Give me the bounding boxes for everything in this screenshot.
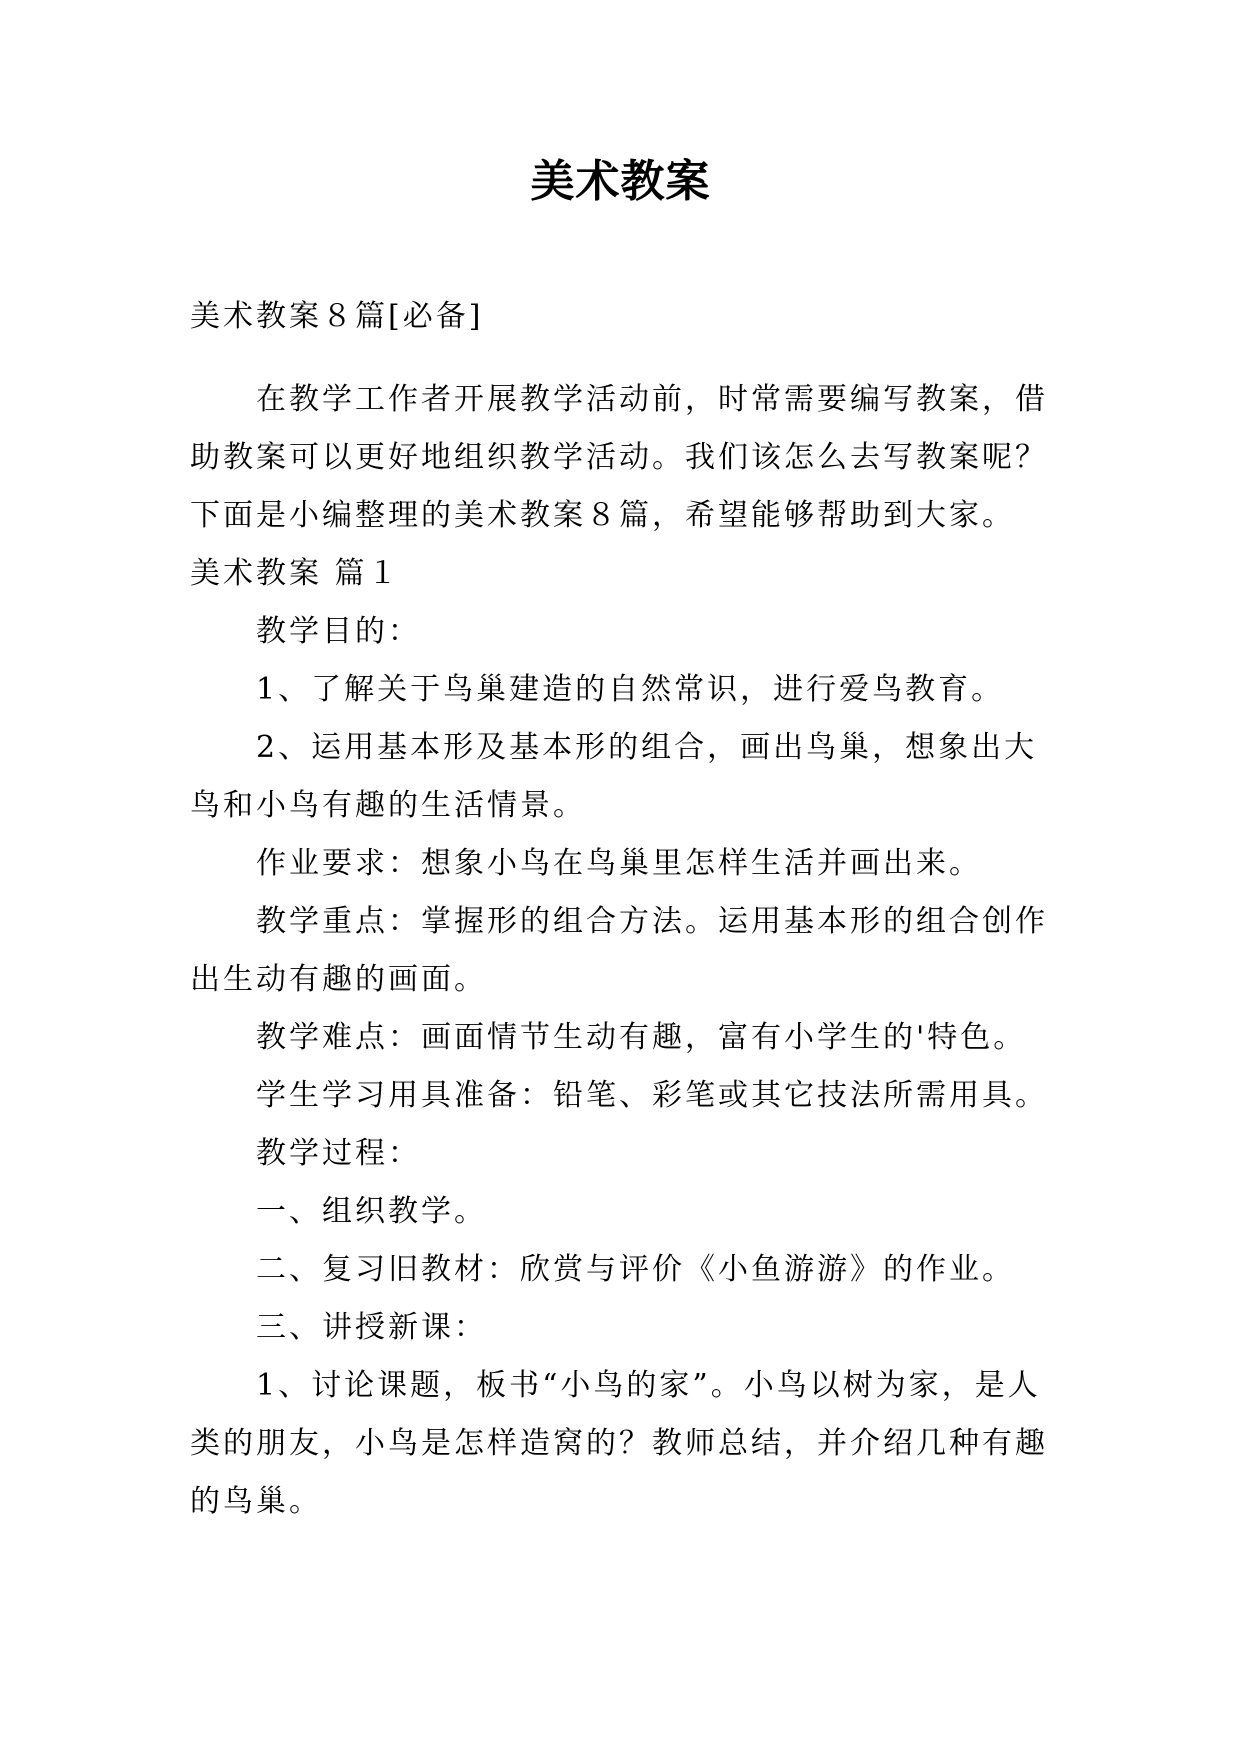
paragraph-line: 助教案可以更好地组织教学活动。我们该怎么去写教案呢？ bbox=[190, 440, 1048, 475]
paragraph-line: 下面是小编整理的美术教案８篇，希望能够帮助到大家。 bbox=[190, 498, 1015, 533]
paragraph-line: 1、了解关于鸟巢建造的自然常识，进行爱鸟教育。 bbox=[256, 672, 1005, 707]
paragraph-line: 教学过程： bbox=[256, 1136, 421, 1171]
paragraph-line: 作业要求：想象小鸟在鸟巢里怎样生活并画出来。 bbox=[256, 846, 982, 881]
paragraph-line: 二、复习旧教材：欣赏与评价《小鱼游游》的作业。 bbox=[256, 1252, 1015, 1287]
paragraph-line: 学生学习用具准备：铅笔、彩笔或其它技法所需用具。 bbox=[256, 1078, 1048, 1113]
paragraph-line: 出生动有趣的画面。 bbox=[190, 962, 487, 997]
paragraph-line: 教学目的： bbox=[256, 614, 421, 649]
paragraph-line: 教学重点：掌握形的组合方法。运用基本形的组合创作 bbox=[256, 904, 1048, 939]
paragraph-line: 类的朋友，小鸟是怎样造窝的？教师总结，并介绍几种有趣 bbox=[190, 1426, 1048, 1461]
paragraph-line: 1、讨论课题，板书“小鸟的家”。小鸟以树为家，是人 bbox=[256, 1368, 1041, 1403]
paragraph-line: 美术教案 篇１ bbox=[190, 556, 401, 591]
paragraph-line: 三、讲授新课： bbox=[256, 1310, 487, 1345]
paragraph-line: 在教学工作者开展教学活动前，时常需要编写教案，借 bbox=[256, 382, 1048, 417]
paragraph-line: 鸟和小鸟有趣的生活情景。 bbox=[190, 788, 586, 823]
page-title: 美术教案 bbox=[530, 156, 711, 207]
paragraph-line: 2、运用基本形及基本形的组合，画出鸟巢，想象出大 bbox=[256, 730, 1038, 765]
paragraph-line: 教学难点：画面情节生动有趣，富有小学生的'特色。 bbox=[256, 1020, 1027, 1055]
paragraph-line: 一、组织教学。 bbox=[256, 1194, 487, 1229]
paragraph-line: 的鸟巢。 bbox=[190, 1484, 322, 1519]
document-subtitle: 美术教案８篇[必备] bbox=[190, 299, 484, 334]
